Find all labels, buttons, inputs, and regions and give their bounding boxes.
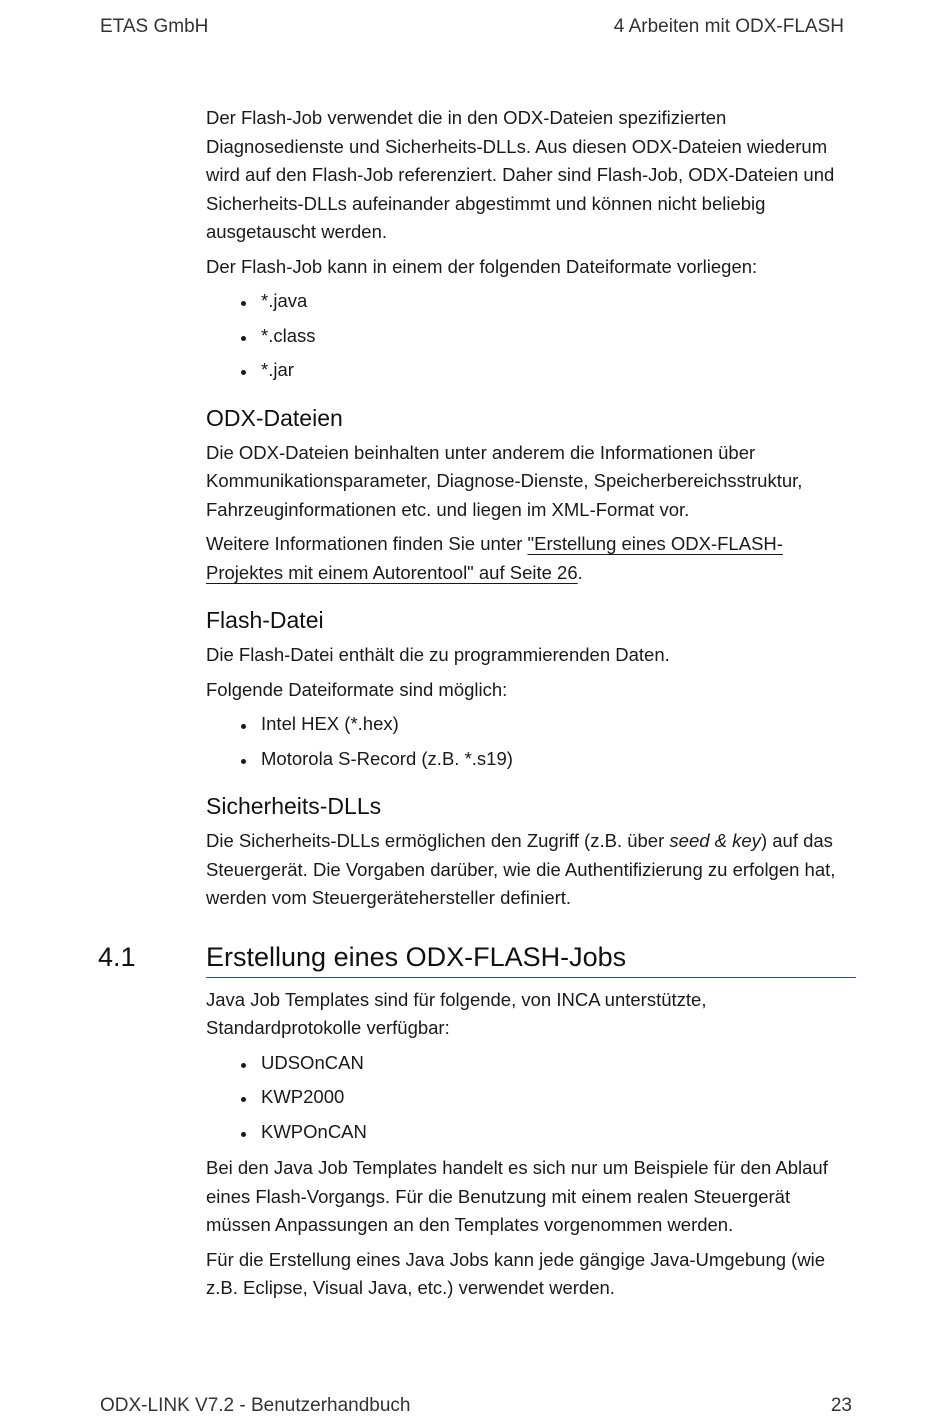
page-number: 23 [830,1395,852,1416]
page-footer [100,1395,852,1419]
security-dll-suffix: ) auf das Steuergerät. Die Vorgaben darüber, wie die Authentifizierung zu erfolgen hat, werden vom Steuergerätehersteller definiert. [206,830,836,908]
page-header [100,16,844,40]
list-item: *.class [206,322,856,351]
intro-paragraph-2: Der Flash-Job kann in einem der folgenden Dateiformate vorliegen: [206,255,758,277]
security-dll-prefix: Die Sicherheits-DLLs ermöglichen den Zugriff (z.B. über [206,830,670,851]
odx-paragraph-2 [206,530,856,587]
section-paragraph-1: Java Job Templates sind für folgende, von INCA unterstützte, Standardprotokolle verfügbar: [206,988,707,1038]
flash-file-heading: Flash-Datei [206,607,324,633]
list-item: Motorola S-Record (z.B. *.s19) [206,745,856,774]
odx-paragraph-1: Die ODX-Dateien beinhalten unter anderem die Informationen über Kommunikationsparameter, Diagnose-Dienste, Speicherbereichsstruktur, Fahrzeuginformationen etc. und liegen im XML-Format vor. [206,441,803,520]
list-item: UDSOnCAN [206,1049,856,1078]
list-item: Intel HEX (*.hex) [206,710,856,739]
security-dll-heading: Sicherheits-DLLs [206,793,382,819]
odx-paragraph-2-prefix: Weitere Informationen finden Sie unter [206,533,528,554]
list-item: *.java [206,287,856,316]
security-dll-paragraph [206,827,856,913]
section-number: 4.1 [98,941,136,972]
seed-key-emphasis: seed & key [669,830,761,851]
flash-paragraph-2: Folgende Dateiformate sind möglich: [206,678,508,700]
intro-paragraph-1: Der Flash-Job verwendet die in den ODX-Dateien spezifizierten Diagnosedienste und Sicherheits-DLLs. Aus diesen ODX-Dateien wiederum wird auf den Flash-Job referenziert. Daher sind Flash-Job, ODX-Dateien und Sicherheits-DLLs aufeinander abgestimmt und können nicht beliebig ausgetauscht werden. [206,107,835,242]
flash-paragraph-1: Die Flash-Datei enthält die zu programmierenden Daten. [206,644,670,665]
list-item: KWP2000 [206,1083,856,1112]
odx-heading: ODX-Dateien [206,404,343,431]
header-chapter: 4 Arbeiten mit ODX-FLASH [613,16,844,37]
section-title: Erstellung eines ODX-FLASH-Jobs [206,941,627,972]
section-paragraph-2: Bei den Java Job Templates handelt es sich nur um Beispiele für den Ablauf eines Flash-Vorgangs. Für die Benutzung mit einem realen Steuergerät müssen Anpassungen an den Templates vorgenommen werden. [206,1157,828,1235]
header-company: ETAS GmbH [100,16,209,37]
section-heading [98,939,856,978]
list-item: KWPOnCAN [206,1118,856,1147]
protocol-list [206,1049,856,1147]
list-item: *.jar [206,356,856,385]
odx-paragraph-2-suffix: . [577,561,583,583]
section-4-1 [98,939,856,1303]
footer-manual-title: ODX-LINK V7.2 - Benutzerhandbuch [100,1395,411,1416]
odx-project-link[interactable]: "Erstellung eines ODX-FLASH-Projektes mit einem Autorentool" auf Seite 26 [206,533,783,583]
section-paragraph-3: Für die Erstellung eines Java Jobs kann jede gängige Java-Umgebung (wie z.B. Eclipse, Visual Java, etc.) verwendet werden. [206,1248,826,1298]
flash-file-format-list [206,710,856,773]
page-content [98,104,856,1309]
flash-job-format-list [206,287,856,385]
